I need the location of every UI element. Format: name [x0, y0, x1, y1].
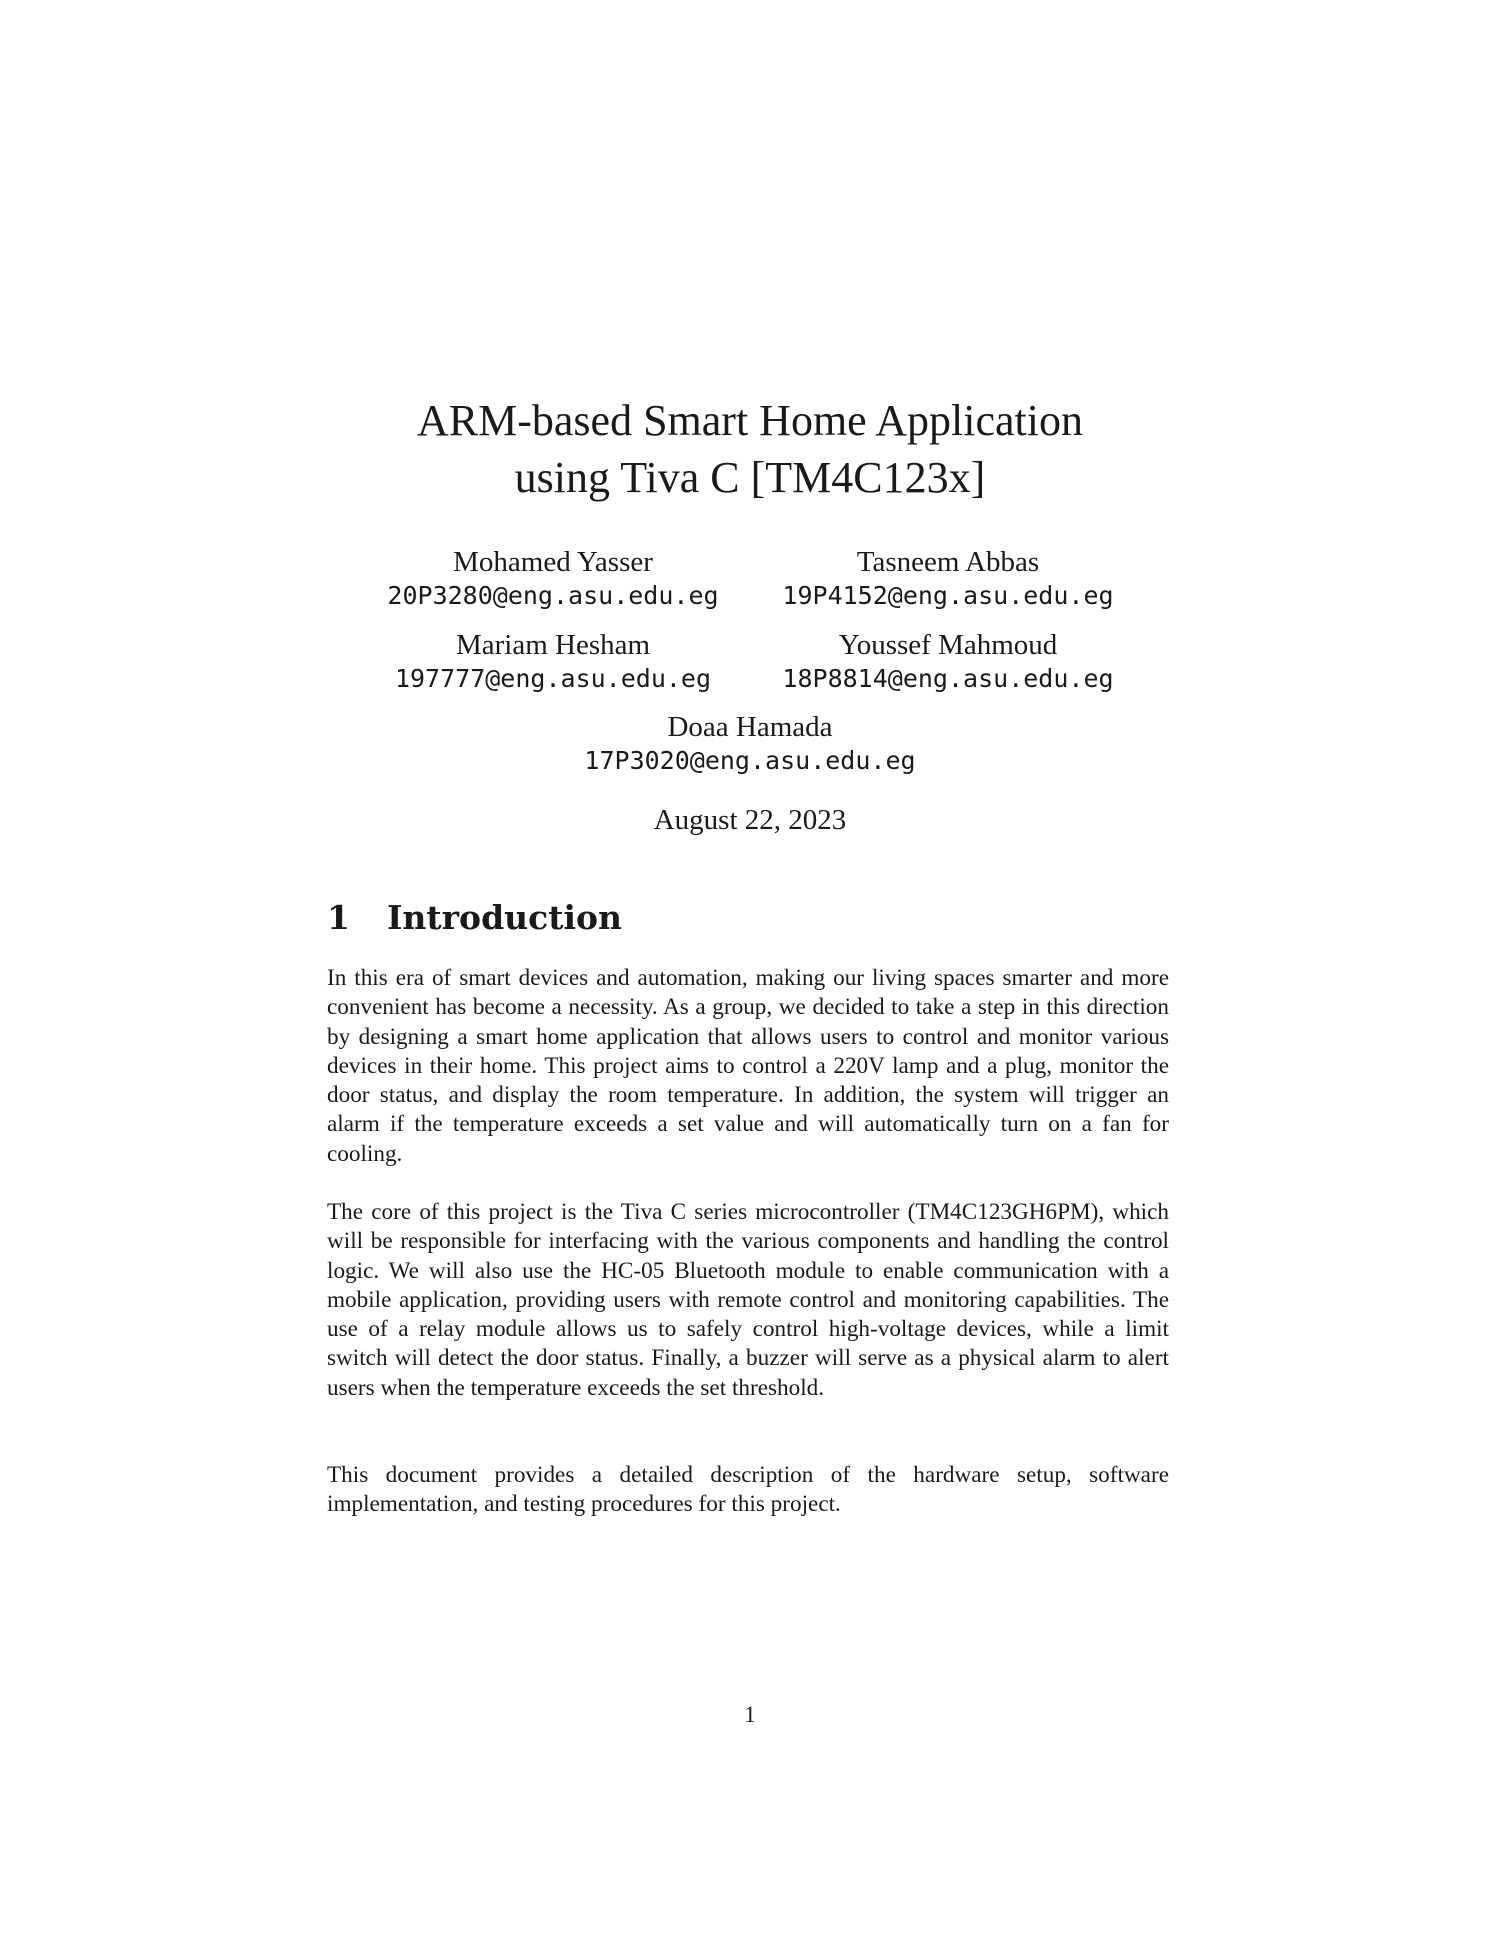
author-email: 19P4152@eng.asu.edu.eg — [782, 581, 1114, 610]
title-line-1: ARM-based Smart Home Application — [416, 396, 1083, 445]
section-title: Introduction — [387, 898, 623, 937]
author-block — [333, 628, 773, 696]
page-number: 1 — [744, 1702, 756, 1727]
author-block — [530, 710, 970, 778]
author-name: Youssef Mahmoud — [838, 629, 1058, 661]
author-name: Mohamed Yasser — [453, 546, 653, 578]
publication-date: August 22, 2023 — [653, 804, 847, 836]
paragraph: In this era of smart devices and automation, making our living spaces smarter and more convenient has become a necessity. As a group, we decided to take a step in this direction by designing a smart home application that allows users to control and monitor various devices in their home. This project aims to control a 220V lamp and a plug, monitor the door status, and display the room temperature. In addition, the system will trigger an alarm if the temperature exceeds a set value and will automatically turn on a fan for cooling. — [327, 965, 1169, 1167]
author-name: Doaa Hamada — [667, 711, 833, 743]
paragraph: This document provides a detailed description of the hardware setup, software implementation, and testing procedures for this project. — [327, 1462, 1169, 1518]
author-name: Tasneem Abbas — [856, 546, 1040, 578]
author-email: 17P3020@eng.asu.edu.eg — [584, 746, 916, 775]
section-heading — [327, 897, 622, 939]
author-name: Mariam Hesham — [455, 629, 651, 661]
author-email: 20P3280@eng.asu.edu.eg — [387, 581, 719, 610]
title-line-2: using Tiva C [TM4C123x] — [514, 453, 986, 502]
author-email: 18P8814@eng.asu.edu.eg — [782, 664, 1114, 693]
paper-title — [0, 392, 1500, 506]
author-block — [728, 628, 1168, 696]
section-number: 1 — [327, 898, 350, 937]
author-block — [728, 545, 1168, 613]
author-email: 197777@eng.asu.edu.eg — [394, 664, 712, 693]
paragraph: The core of this project is the Tiva C series microcontroller (TM4C123GH6PM), which will be responsible for interfacing with the various components and handling the control logic. We will also use the HC-05 Bluetooth module to enable communication with a mobile application, providing users with remote control and monitoring capabilities. The use of a relay module allows us to safely control high-voltage devices, while a limit switch will detect the door status. Finally, a buzzer will serve as a physical alarm to alert users when the temperature exceeds the set threshold. — [327, 1199, 1169, 1401]
author-block — [333, 545, 773, 613]
